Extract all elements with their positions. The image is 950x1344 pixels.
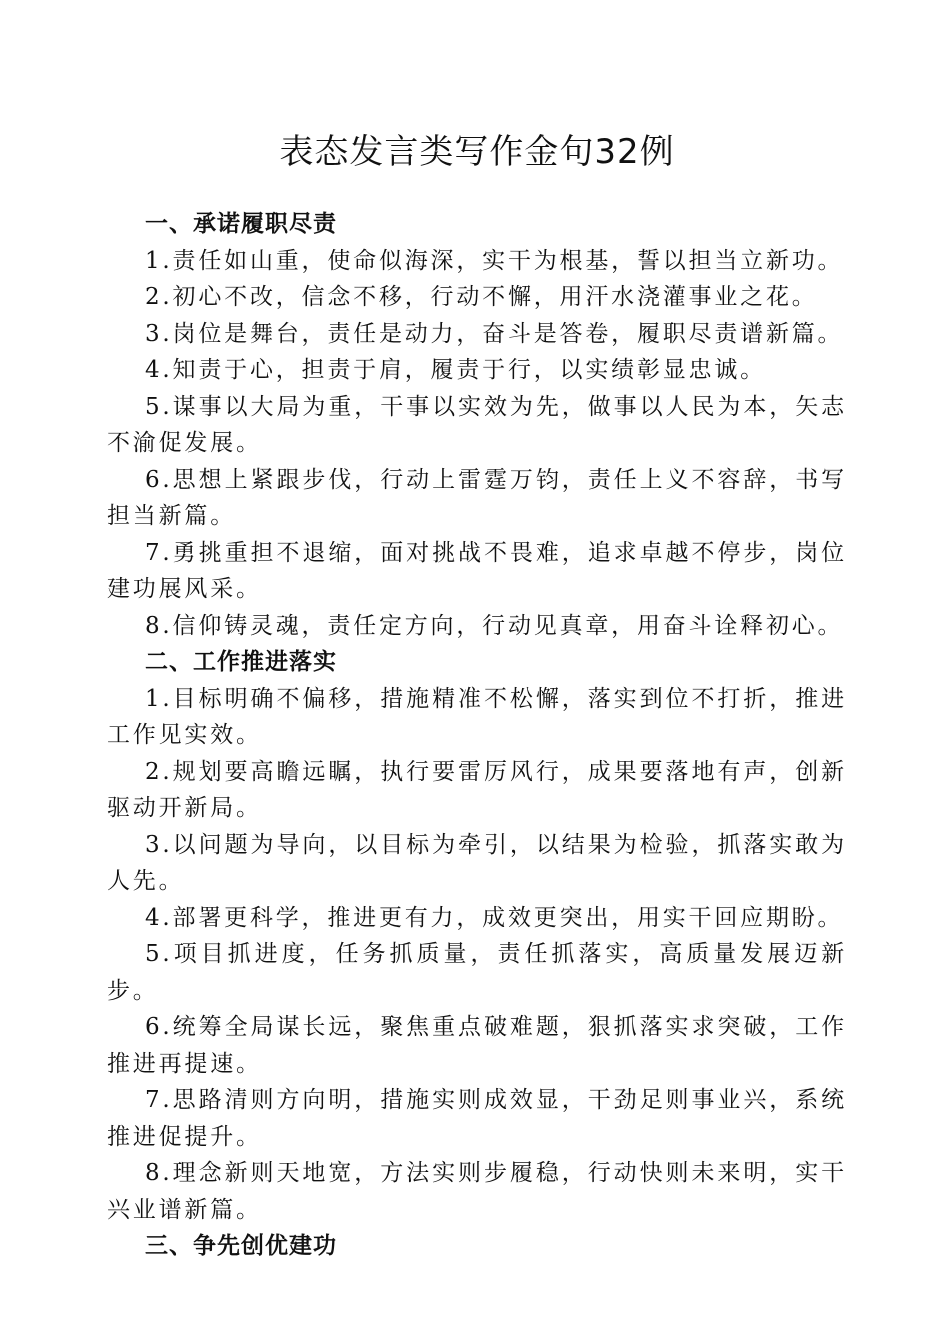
list-item: 4.部署更科学，推进更有力，成效更突出，用实干回应期盼。 bbox=[145, 904, 844, 931]
list-item: 8.理念新则天地宽，方法实则步履稳，行动快则未来明，实干兴业谱新篇。 bbox=[107, 1160, 847, 1223]
list-item: 8.信仰铸灵魂，责任定方向，行动见真章，用奋斗诠释初心。 bbox=[145, 612, 844, 639]
page-title: 表态发言类写作金句32例 bbox=[279, 132, 675, 172]
list-item: 1.目标明确不偏移，措施精准不松懈，落实到位不打折，推进工作见实效。 bbox=[107, 685, 847, 748]
document-page bbox=[107, 130, 847, 1265]
section-1 bbox=[107, 206, 847, 644]
list-item: 4.知责于心，担责于肩，履责于行，以实绩彰显忠诚。 bbox=[145, 357, 766, 383]
list-item: 6.统筹全局谋长远，聚焦重点破难题，狠抓落实求突破，工作推进再提速。 bbox=[107, 1014, 847, 1077]
section-3 bbox=[107, 1228, 847, 1265]
list-item: 2.规划要高瞻远瞩，执行要雷厉风行，成果要落地有声，创新驱动开新局。 bbox=[107, 758, 847, 821]
list-item: 7.思路清则方向明，措施实则成效显，干劲足则事业兴，系统推进促提升。 bbox=[107, 1087, 847, 1150]
list-item: 6.思想上紧跟步伐，行动上雷霆万钧，责任上义不容辞，书写担当新篇。 bbox=[107, 466, 847, 529]
list-item: 5.项目抓进度，任务抓质量，责任抓落实，高质量发展迈新步。 bbox=[107, 941, 847, 1004]
section-heading: 一、承诺履职尽责 bbox=[145, 211, 337, 237]
list-item: 7.勇挑重担不退缩，面对挑战不畏难，追求卓越不停步，岗位建功展风采。 bbox=[107, 539, 847, 602]
list-item: 1.责任如山重，使命似海深，实干为根基，誓以担当立新功。 bbox=[145, 247, 844, 274]
list-item: 3.以问题为导向，以目标为牵引，以结果为检验，抓落实敢为人先。 bbox=[107, 831, 847, 894]
list-item: 2.初心不改，信念不移，行动不懈，用汗水浇灌事业之花。 bbox=[145, 284, 818, 310]
list-item: 3.岗位是舞台，责任是动力，奋斗是答卷，履职尽责谱新篇。 bbox=[145, 320, 844, 347]
section-2 bbox=[107, 644, 847, 1228]
section-heading: 二、工作推进落实 bbox=[145, 649, 337, 675]
section-heading: 三、争先创优建功 bbox=[145, 1233, 337, 1259]
list-item: 5.谋事以大局为重，干事以实效为先，做事以人民为本，矢志不渝促发展。 bbox=[107, 393, 847, 456]
